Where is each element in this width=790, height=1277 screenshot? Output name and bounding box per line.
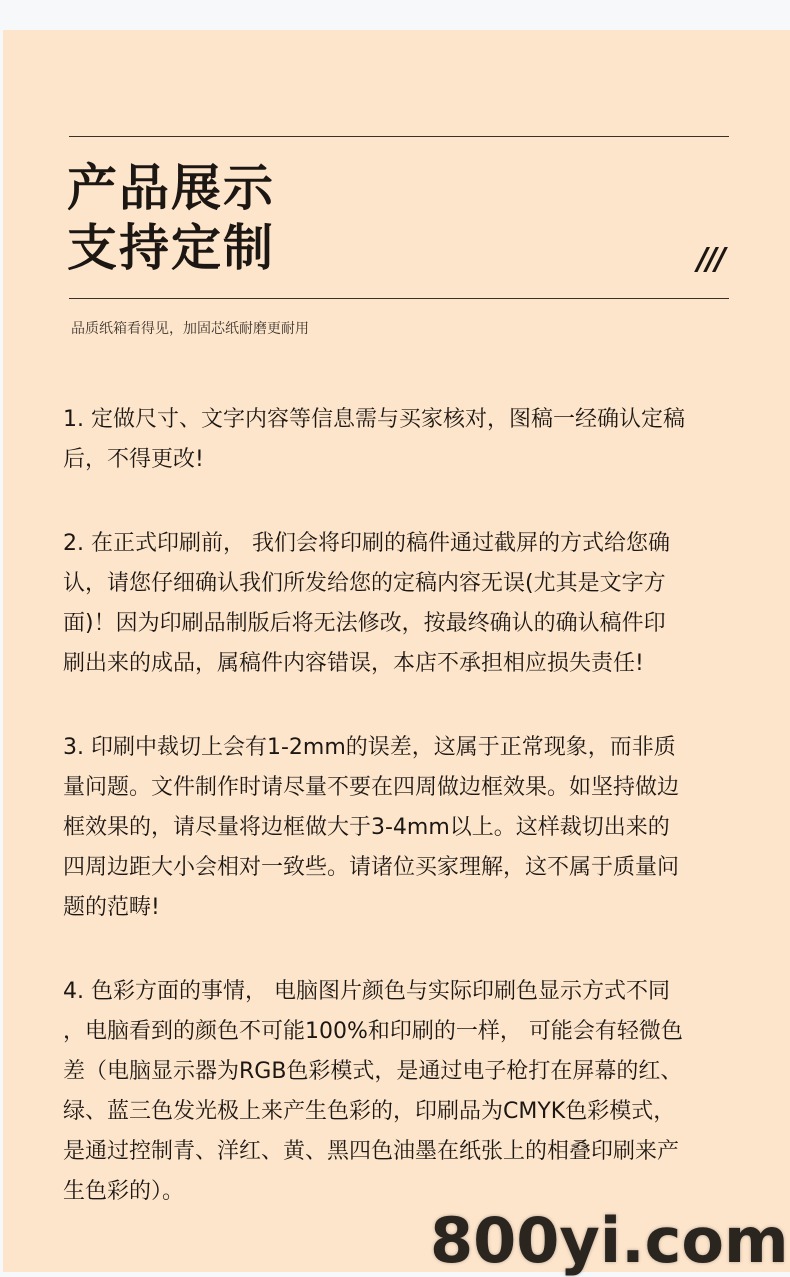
note-line: 差（电脑显示器为RGB色彩模式，是通过电子枪打在屏幕的红、 bbox=[63, 1059, 683, 1084]
note-line: 刷出来的成品，属稿件内容错误，本店不承担相应损失责任! bbox=[63, 651, 644, 676]
note-line: 面)！因为印刷品制版后将无法修改，按最终确认的确认稿件印 bbox=[63, 611, 666, 636]
title-line-1: 产品展示 bbox=[67, 159, 275, 217]
note-line: ，电脑看到的颜色不可能100%和印刷的一样， 可能会有轻微色 bbox=[63, 1019, 683, 1044]
note-line: 绿、蓝三色发光极上来产生色彩的，印刷品为CMYK色彩模式， bbox=[63, 1099, 676, 1124]
note-2 bbox=[63, 524, 743, 684]
subtitle: 品质纸箱看得见，加固芯纸耐磨更耐用 bbox=[71, 321, 309, 337]
watermark: 800yi.com bbox=[430, 1204, 789, 1277]
note-line: 题的范畴! bbox=[63, 895, 160, 920]
top-divider bbox=[69, 136, 729, 137]
note-3 bbox=[63, 728, 743, 928]
note-line: 后，不得更改! bbox=[63, 447, 204, 472]
content-panel bbox=[3, 30, 790, 1272]
slash-decoration-icon: /// bbox=[697, 242, 724, 277]
note-line: 四周边距大小会相对一致些。请诸位买家理解，这不属于质量问 bbox=[63, 855, 680, 880]
note-line: 2. 在正式印刷前， 我们会将印刷的稿件通过截屏的方式给您确 bbox=[63, 531, 670, 556]
note-line: 量问题。文件制作时请尽量不要在四周做边框效果。如坚持做边 bbox=[63, 775, 680, 800]
note-4 bbox=[63, 972, 743, 1212]
bottom-divider bbox=[69, 298, 729, 299]
note-line: 框效果的，请尽量将边框做大于3-4mm以上。这样裁切出来的 bbox=[63, 815, 670, 840]
note-line: 生色彩的）。 bbox=[63, 1179, 185, 1204]
note-1 bbox=[63, 400, 743, 480]
title-line-2: 支持定制 bbox=[67, 219, 275, 277]
note-line: 认，请您仔细确认我们所发给您的定稿内容无误(尤其是文字方 bbox=[63, 571, 666, 596]
note-line: 3. 印刷中裁切上会有1-2mm的误差，这属于正常现象，而非质 bbox=[63, 735, 676, 760]
notes-list bbox=[63, 400, 743, 1256]
note-line: 4. 色彩方面的事情， 电脑图片颜色与实际印刷色显示方式不同 bbox=[63, 979, 670, 1004]
page-title bbox=[67, 158, 275, 278]
note-line: 是通过控制青、洋红、黄、黑四色油墨在纸张上的相叠印刷来产 bbox=[63, 1139, 680, 1164]
note-line: 1. 定做尺寸、文字内容等信息需与买家核对，图稿一经确认定稿 bbox=[63, 407, 685, 432]
